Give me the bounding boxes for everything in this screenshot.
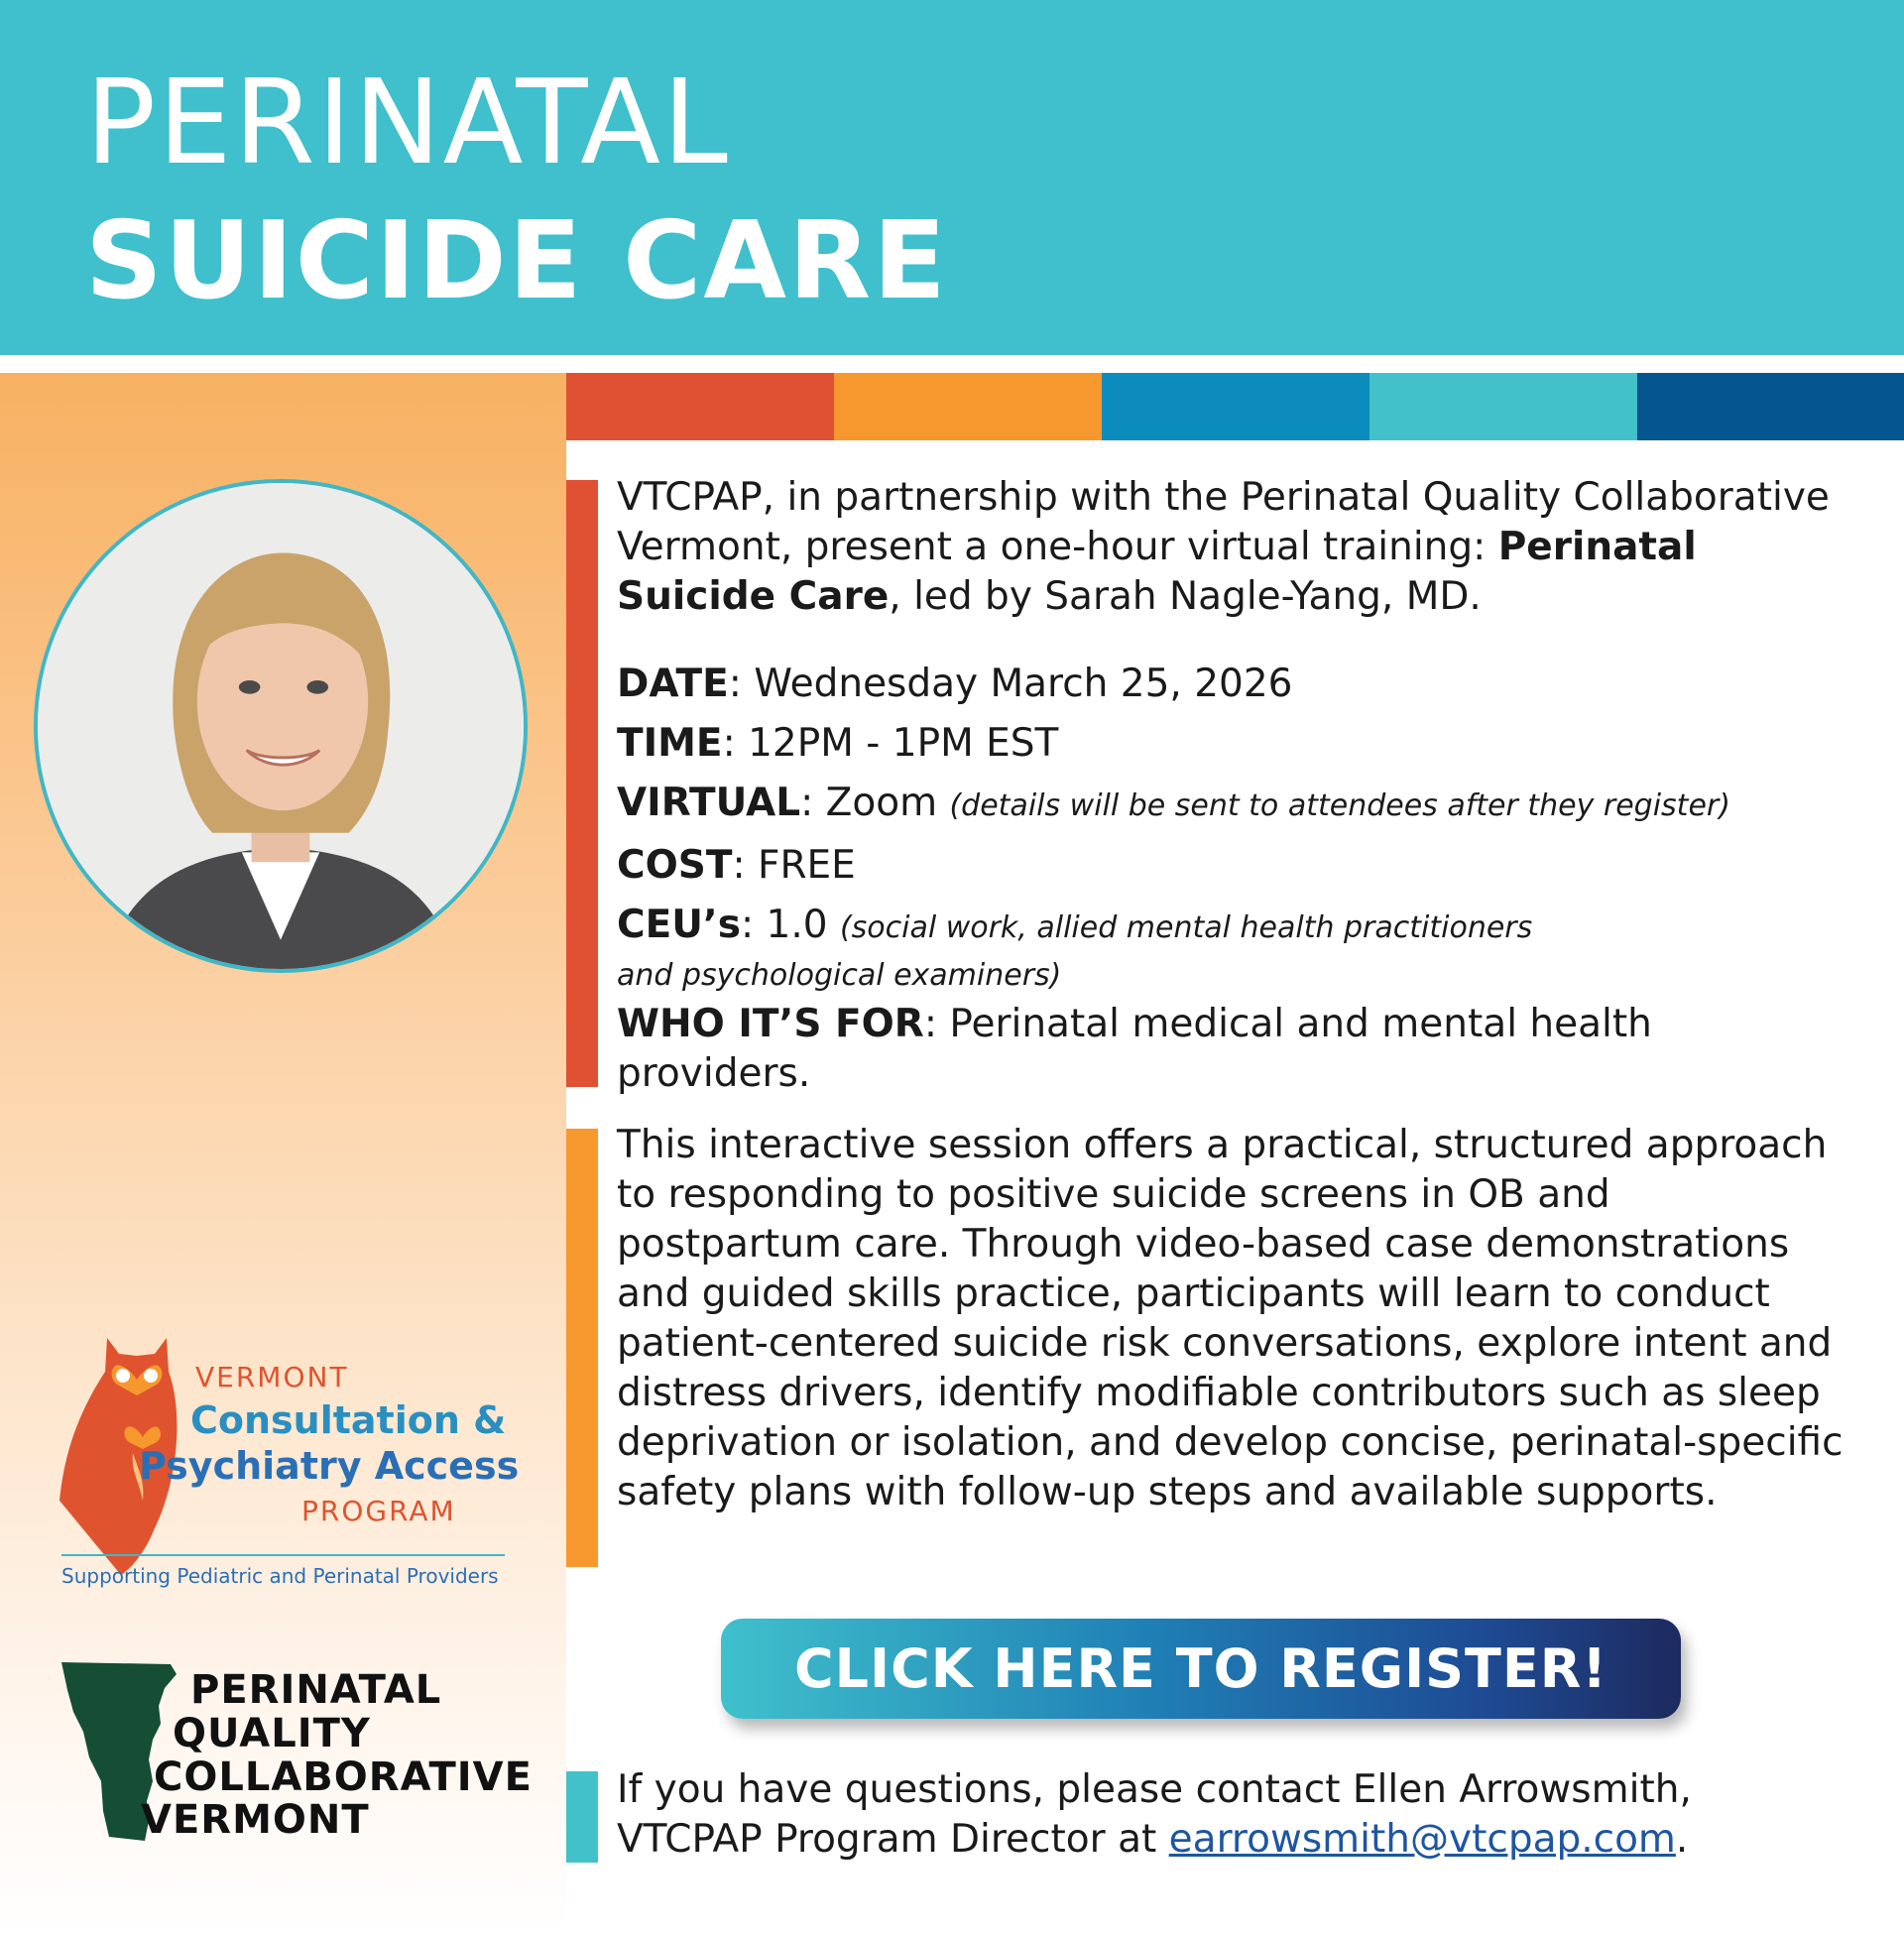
cost-value: : FREE: [732, 843, 856, 888]
date-label: DATE: [617, 662, 729, 706]
presenter-photo: [34, 479, 528, 973]
audience-value: : Perinatal medical and mental health providers.: [617, 1002, 1652, 1096]
intro-accent-bar: [566, 480, 598, 1087]
vtcpap-logo-line2: Consultation &: [190, 1398, 507, 1442]
virtual-label: VIRTUAL: [617, 781, 801, 825]
color-stripe-teal: [1369, 373, 1637, 440]
vtcpap-tagline: Supporting Pediatric and Perinatal Providers: [61, 1564, 499, 1588]
detail-virtual: [617, 774, 1846, 836]
page-title-line1: PERINATAL: [85, 54, 730, 190]
contact-email-link[interactable]: earrowsmith@vtcpap.com: [1168, 1817, 1676, 1862]
contact-accent-bar: [566, 1771, 598, 1863]
detail-audience: [617, 1000, 1846, 1099]
detail-time: [617, 714, 1846, 774]
ceu-label: CEU’s: [617, 903, 741, 947]
ceu-value: : 1.0: [740, 903, 840, 947]
color-stripe-blue: [1102, 373, 1369, 440]
intro-presenter: , led by Sarah Nagle-Yang, MD.: [889, 574, 1482, 619]
time-value: : 12PM - 1PM EST: [722, 721, 1059, 766]
page-title-line2: SUICIDE CARE: [85, 199, 948, 323]
vtcpap-logo-line3: Psychiatry Access: [139, 1444, 520, 1488]
description-accent-bar: [566, 1129, 598, 1567]
cost-label: COST: [617, 843, 733, 888]
virtual-note: (details will be sent to attendees after they register): [949, 788, 1730, 823]
contact-period: .: [1675, 1817, 1689, 1862]
header-banner: [0, 0, 1904, 355]
presenter-portrait-icon: [38, 483, 524, 969]
detail-date: [617, 655, 1846, 714]
date-value: : Wednesday March 25, 2026: [728, 662, 1293, 706]
contact-text: If you have questions, please contact Ellen Arrowsmith, VTCPAP Program Director at: [617, 1767, 1692, 1862]
pqc-logo-line3: COLLABORATIVE: [154, 1754, 533, 1800]
training-title: Perinatal Suicide Care: [617, 525, 1697, 619]
session-description: This interactive session offers a practical, structured approach to responding to positive suicide screens in OB and postpartum care. Through video-based case demonstrations and guided skills practice, participants will learn to conduct patient-centered suicide risk conversations, explore intent and distress drivers, identify modifiable contributors such as sleep deprivation or isolation, and develop concise, perinatal-specific safety plans with follow-up steps and available supports.: [617, 1123, 1844, 1514]
color-stripe-navy: [1637, 373, 1904, 440]
audience-label: WHO IT’S FOR: [617, 1002, 924, 1046]
color-stripe-orange: [834, 373, 1102, 440]
pqc-logo-line4: VERMONT: [141, 1797, 370, 1843]
vtcpap-logo-line4: PROGRAM: [301, 1495, 456, 1527]
ceu-note-line2: and psychological examiners): [617, 958, 1062, 993]
logo-divider: [61, 1554, 505, 1556]
vtcpap-logo-line1: VERMONT: [195, 1361, 349, 1393]
event-details: [617, 655, 1846, 1099]
intro-text: VTCPAP, in partnership with the Perinatal Quality Collaborative Vermont, present a one-hour virtual training:: [617, 475, 1830, 569]
pqc-logo-line2: QUALITY: [173, 1711, 371, 1756]
detail-ceu: [617, 896, 1846, 1000]
detail-cost: [617, 836, 1846, 896]
register-button[interactable]: CLICK HERE TO REGISTER!: [721, 1619, 1681, 1719]
contact-info: [617, 1765, 1846, 1865]
color-stripe-red: [566, 373, 834, 440]
intro-paragraph: [617, 473, 1846, 622]
pqc-logo-line1: PERINATAL: [190, 1667, 442, 1713]
time-label: TIME: [617, 721, 723, 766]
virtual-value: : Zoom: [800, 781, 950, 825]
ceu-note-line1: (social work, allied mental health practitioners: [839, 910, 1533, 945]
